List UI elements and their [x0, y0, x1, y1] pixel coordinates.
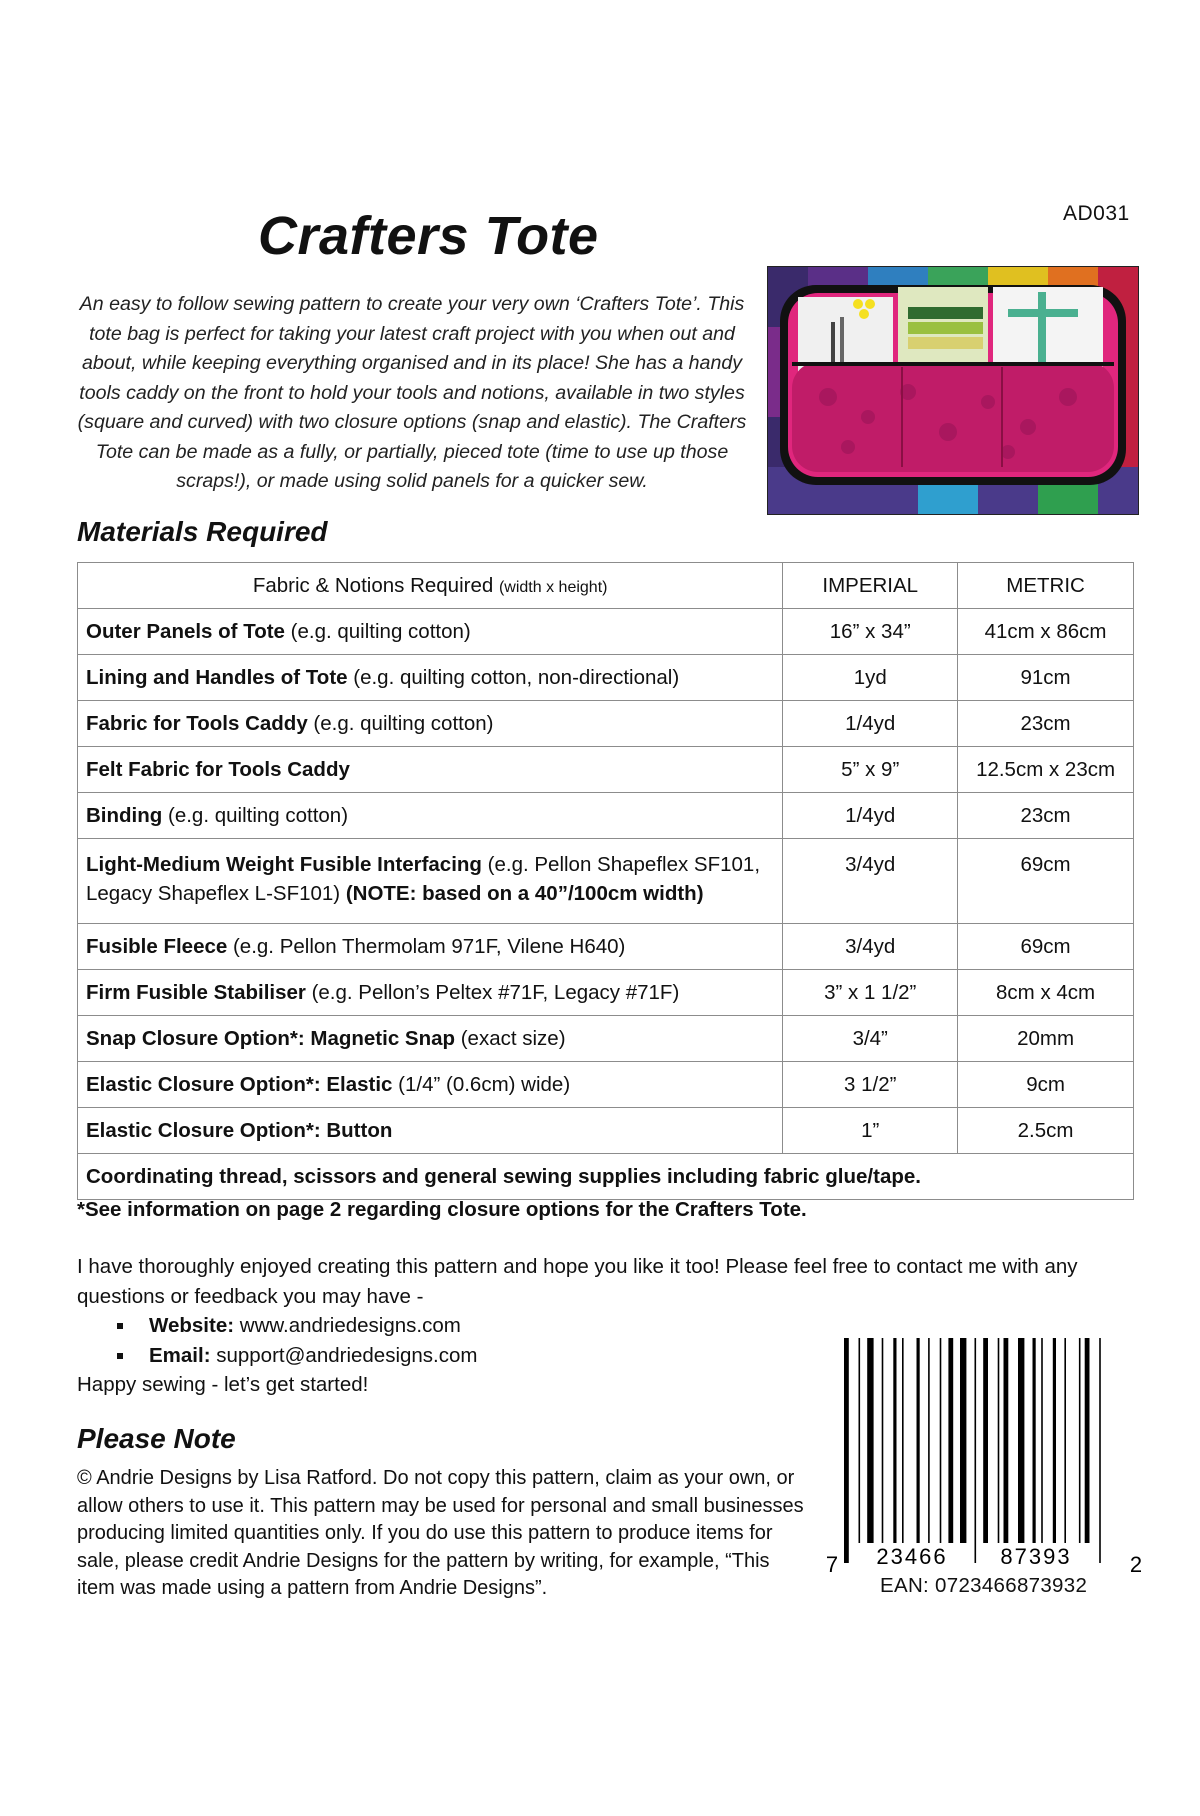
- copyright-note: © Andrie Designs by Lisa Ratford. Do not copy this pattern, claim as your own, or allow others to use it. This pattern may be used for personal and small businesses producing limited quantities only. If you do use this pattern to produce items for sale, please credit Andrie Designs for the pattern by writing, for example, “This item was made using a pattern from Andrie Designs”.: [77, 1467, 804, 1599]
- closure-footnote: *See information on page 2 regarding closure options for the Crafters Tote.: [77, 1198, 807, 1221]
- barcode-bar: [960, 1338, 966, 1543]
- contact-intro: I have thoroughly enjoyed creating this pattern and hope you like it too! Please feel free to contact me with any questions or feedback you may have -: [77, 1255, 1078, 1308]
- table-row: Felt Fabric for Tools Caddy 5” x 9” 12.5cm x 23cm: [78, 747, 1134, 793]
- barcode-digit-first: 7: [825, 1552, 839, 1577]
- barcode-bar: [998, 1338, 1000, 1543]
- barcode-bar: [1041, 1338, 1043, 1543]
- table-row: Light-Medium Weight Fusible Interfacing (e.g. Pellon Shapeflex SF101, Legacy Shapeflex L-SF101) (NOTE: based on a 40”/100cm width) 3/4yd 69cm: [78, 839, 1134, 924]
- table-row: Firm Fusible Stabiliser (e.g. Pellon’s Peltex #71F, Legacy #71F) 3” x 1 1/2” 8cm x 4cm: [78, 970, 1134, 1016]
- table-row: Lining and Handles of Tote (e.g. quilting cotton, non-directional) 1yd 91cm: [78, 655, 1134, 701]
- table-row: Snap Closure Option*: Magnetic Snap (exact size) 3/4” 20mm: [78, 1016, 1134, 1062]
- barcode-bar: [859, 1338, 861, 1543]
- barcode-bar: [948, 1338, 953, 1543]
- table-final-row: Coordinating thread, scissors and general sewing supplies including fabric glue/tape.: [78, 1154, 1134, 1200]
- barcode-group-right: 87393: [1000, 1544, 1072, 1569]
- barcode-digit-last: 2: [1129, 1552, 1143, 1577]
- barcode-bar: [928, 1338, 930, 1543]
- table-row: Fabric for Tools Caddy (e.g. quilting cotton) 1/4yd 23cm: [78, 701, 1134, 747]
- tote-photo: [767, 266, 1139, 515]
- barcode-group-left: 23466: [876, 1544, 948, 1569]
- barcode-bar: [917, 1338, 920, 1543]
- barcode-bar: [1099, 1338, 1101, 1563]
- barcode-bar: [1085, 1338, 1090, 1543]
- barcode-bar: [893, 1338, 896, 1543]
- barcode-bar: [983, 1338, 988, 1543]
- table-row: Outer Panels of Tote (e.g. quilting cotton) 16” x 34” 41cm x 86cm: [78, 609, 1134, 655]
- ean-number: EAN: 0723466873932: [880, 1574, 1088, 1597]
- barcode-bar: [975, 1338, 977, 1563]
- barcode-bar: [1079, 1338, 1081, 1543]
- column-header-imperial: IMPERIAL: [783, 563, 958, 609]
- list-item: Email: support@andriedesigns.com: [117, 1341, 1137, 1371]
- email-link[interactable]: support@andriedesigns.com: [210, 1343, 478, 1367]
- please-note-heading: Please Note: [77, 1423, 236, 1454]
- barcode-bars: [844, 1338, 1101, 1563]
- intro-paragraph: An easy to follow sewing pattern to create your very own ‘Crafters Tote’. This tote bag is perfect for taking your latest craft project with you when out and about, while keeping everything organised and in its place! She has a handy tools caddy on the front to hold your tools and notions, available in two styles (square and curved) with two closure options (snap and elastic). The Crafters Tote can be made as a fully, or partially, pieced tote (time to use up those scraps!), or made using solid panels for a quicker sew.: [77, 293, 747, 492]
- barcode-bar: [940, 1338, 942, 1543]
- barcode-bar: [1004, 1338, 1009, 1543]
- table-row: Elastic Closure Option*: Button 1” 2.5cm: [78, 1108, 1134, 1154]
- table-row: Elastic Closure Option*: Elastic (1/4” (0.6cm) wide) 3 1/2” 9cm: [78, 1062, 1134, 1108]
- table-row: Fusible Fleece (e.g. Pellon Thermolam 971F, Vilene H640) 3/4yd 69cm: [78, 924, 1134, 970]
- barcode-bar: [867, 1338, 873, 1543]
- barcode-bar: [1064, 1338, 1066, 1543]
- barcode-bar: [1018, 1338, 1024, 1543]
- barcode-bar: [902, 1338, 904, 1543]
- column-header-item: Fabric & Notions Required (width x height): [78, 563, 783, 609]
- materials-heading: Materials Required: [77, 516, 328, 547]
- column-header-metric: METRIC: [958, 563, 1134, 609]
- materials-table: [77, 562, 1134, 1200]
- barcode-bar: [1033, 1338, 1036, 1543]
- table-row: Binding (e.g. quilting cotton) 1/4yd 23cm: [78, 793, 1134, 839]
- table-header-row: [78, 563, 1134, 609]
- barcode: [818, 1338, 1148, 1598]
- page-title: Crafters Tote: [258, 206, 599, 266]
- list-item: Website: www.andriedesigns.com: [117, 1311, 1137, 1341]
- barcode-bar: [1053, 1338, 1056, 1543]
- barcode-bar: [844, 1338, 849, 1563]
- barcode-bar: [882, 1338, 884, 1543]
- closing-line: Happy sewing - let’s get started!: [77, 1373, 369, 1396]
- website-link[interactable]: www.andriedesigns.com: [234, 1314, 461, 1337]
- pattern-code: AD031: [1063, 202, 1130, 225]
